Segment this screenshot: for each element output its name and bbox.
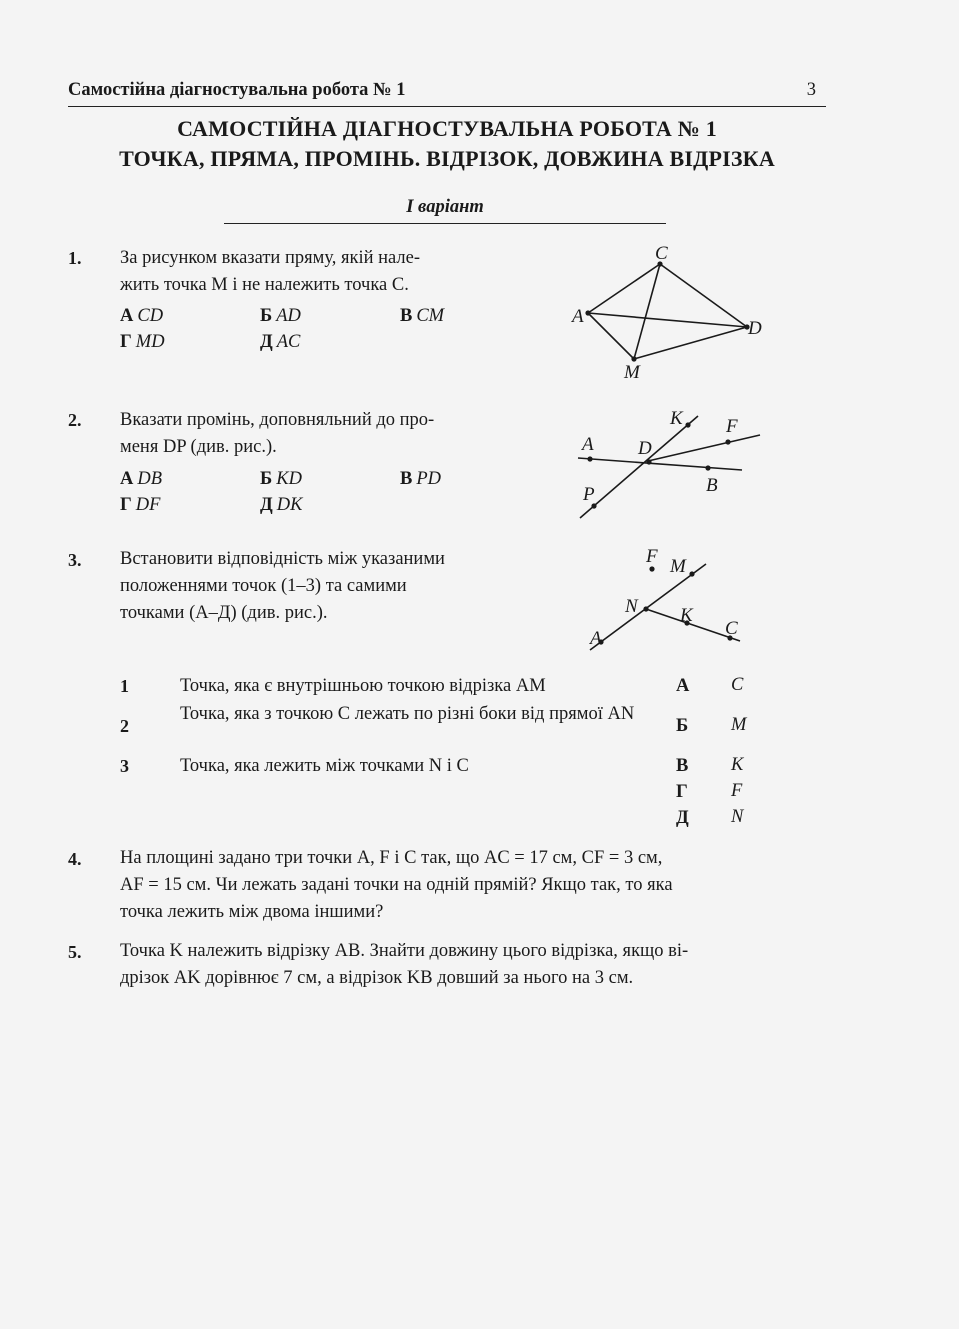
point-label-f: F xyxy=(726,416,738,437)
question-1-option-a: А CD xyxy=(120,306,164,326)
match-left-number: 2 xyxy=(120,716,129,736)
question-1-text xyxy=(120,245,518,299)
match-left-text: Точка, яка лежить між точками N і C xyxy=(180,756,469,776)
question-2-number: 2. xyxy=(68,410,82,430)
question-2-text xyxy=(120,407,518,461)
match-left-text: Точка, яка є внутрішньою точкою відрізка AM xyxy=(180,676,546,696)
match-right-value: K xyxy=(731,755,744,775)
question-1-option-e: Д AC xyxy=(260,332,301,352)
question-4-line: AF = 15 см. Чи лежать задані точки на одній прямій? Якщо так, то яка xyxy=(120,875,673,895)
match-right-letter: В xyxy=(676,756,689,776)
question-2-option-e: Д DK xyxy=(260,495,303,515)
match-right-value: C xyxy=(731,675,744,695)
question-1-quadrilateral-figure xyxy=(560,238,780,388)
question-5-line: Точка K належить відрізку AB. Знайти довжину цього відрізка, якщо ві- xyxy=(120,941,689,961)
question-3-line: Встановити відповідність між указаними xyxy=(120,549,445,569)
question-2-option-b: Б KD xyxy=(260,469,302,489)
question-5-line: дрізок AK дорівнює 7 см, а відрізок KB довший за нього на 3 см. xyxy=(120,968,634,988)
running-header xyxy=(68,78,826,107)
question-2-line: Вказати промінь, доповняльний до про- xyxy=(120,410,435,430)
match-right-letter: Г xyxy=(676,782,688,802)
variant-heading: I варіант xyxy=(224,197,666,224)
point-label-a: A xyxy=(582,434,594,455)
question-3-line: точками (А–Д) (див. рис.). xyxy=(120,603,328,623)
running-title: Самостійна діагностувальна робота № 1 xyxy=(68,80,406,100)
question-1-option-b: Б AD xyxy=(260,306,301,326)
point-label-c: C xyxy=(655,243,668,264)
question-1-line: За рисунком вказати пряму, якій нале- xyxy=(120,248,421,268)
question-4-line: точка лежить між двома іншими? xyxy=(120,902,384,922)
point-label-c: C xyxy=(725,618,738,639)
point-label-d: D xyxy=(748,318,762,339)
point-label-b: B xyxy=(706,475,718,496)
match-left-number: 1 xyxy=(120,676,129,696)
page-subtitle: ТОЧКА, ПРЯМА, ПРОМІНЬ. ВІДРІЗОК, ДОВЖИНА ВІДРІЗКА xyxy=(119,146,775,171)
question-1-option-d: Г MD xyxy=(120,332,165,352)
point-label-k: K xyxy=(670,408,683,429)
point-label-a: A xyxy=(572,306,584,327)
match-right-letter: А xyxy=(676,676,690,696)
page-number: 3 xyxy=(806,80,816,100)
match-right-letter: Д xyxy=(676,808,689,828)
match-right-value: N xyxy=(731,807,744,827)
question-4-line: На площині задано три точки A, F і C так, що AC = 17 см, CF = 3 см, xyxy=(120,848,663,868)
question-4-number: 4. xyxy=(68,849,82,869)
point-label-m: M xyxy=(670,556,686,577)
point-label-a: A xyxy=(590,628,602,649)
question-5-number: 5. xyxy=(68,942,82,962)
question-2-option-c: В PD xyxy=(400,469,442,489)
question-1-number: 1. xyxy=(68,248,82,268)
question-1-line: жить точка M і не належить точка C. xyxy=(120,275,409,295)
question-2-line: меня DP (див. рис.). xyxy=(120,437,277,457)
question-4-text xyxy=(120,845,826,926)
question-3-text xyxy=(120,546,518,627)
match-left-number: 3 xyxy=(120,756,129,776)
point-label-k: K xyxy=(680,605,693,626)
point-label-m: M xyxy=(624,362,640,383)
question-3-figure xyxy=(580,540,760,660)
point-label-n: N xyxy=(625,596,638,617)
point-label-p: P xyxy=(583,484,595,505)
match-right-letter: Б xyxy=(676,716,689,736)
question-2-option-a: А DB xyxy=(120,469,163,489)
question-1-option-c: В CM xyxy=(400,306,445,326)
question-2-rays-figure xyxy=(570,400,770,525)
point-label-d: D xyxy=(638,438,652,459)
question-5-text xyxy=(120,938,826,992)
question-3-number: 3. xyxy=(68,550,82,570)
match-right-value: M xyxy=(731,715,747,735)
match-right-value: F xyxy=(731,781,743,801)
question-2-option-d: Г DF xyxy=(120,495,161,515)
match-left-text: Точка, яка з точкою C лежать по різні боки від прямої AN xyxy=(180,704,635,724)
point-label-f: F xyxy=(646,546,658,567)
question-3-line: положеннями точок (1–3) та самими xyxy=(120,576,407,596)
page-title: САМОСТІЙНА ДІАГНОСТУВАЛЬНА РОБОТА № 1 xyxy=(177,116,717,141)
